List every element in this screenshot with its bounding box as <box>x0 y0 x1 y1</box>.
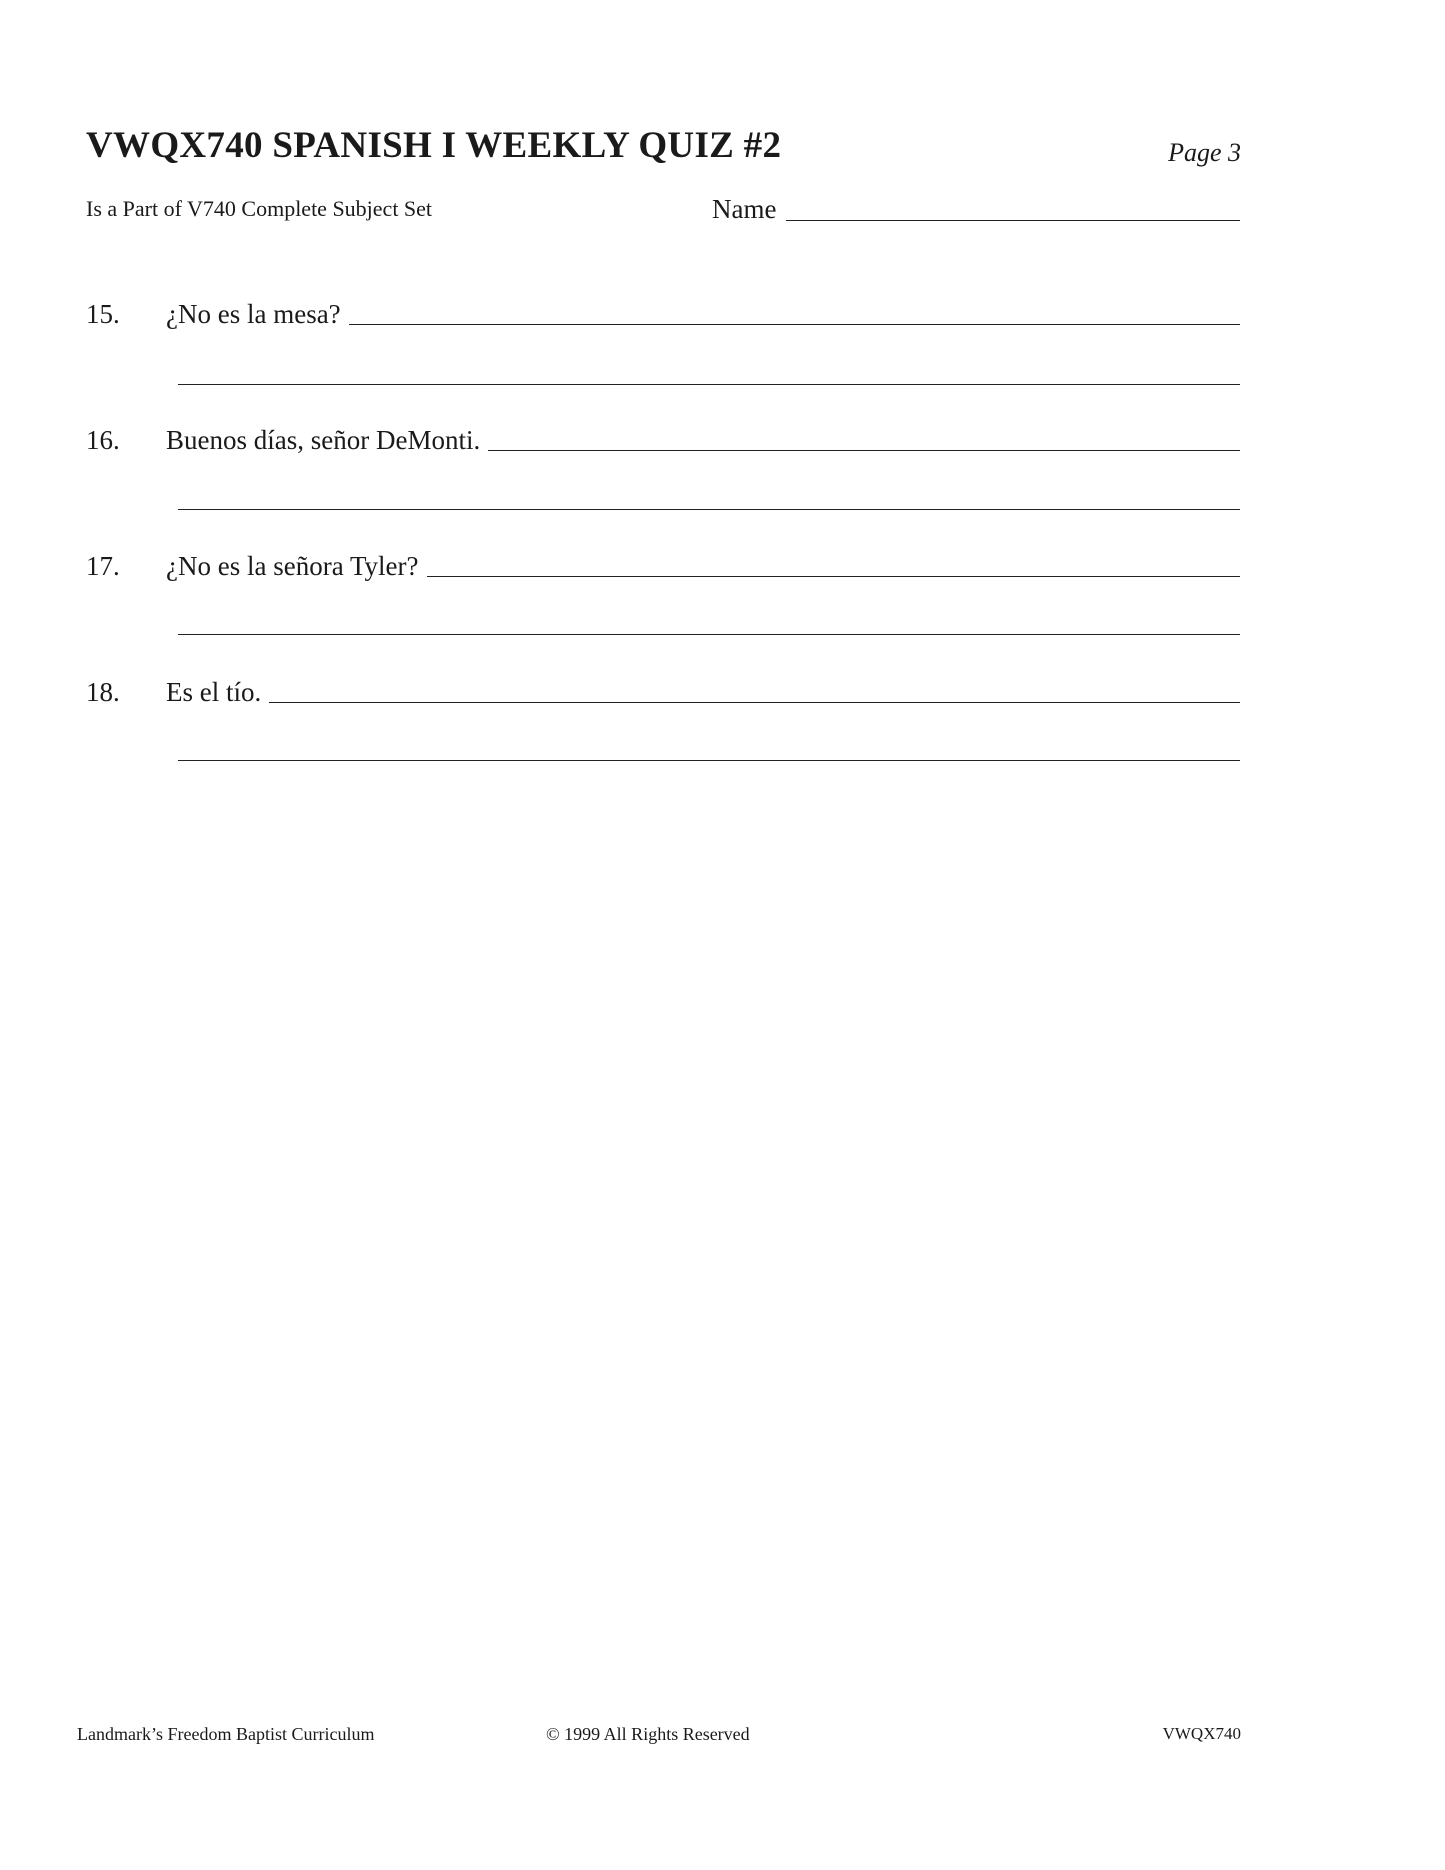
page-title: VWQX740 SPANISH I WEEKLY QUIZ #2 <box>86 125 782 166</box>
question-number: 16. <box>86 425 120 455</box>
answer-blank-line[interactable] <box>427 576 1240 577</box>
answer-line-18[interactable] <box>178 760 1240 761</box>
footer-code: VWQX740 <box>1162 1724 1241 1743</box>
answer-blank-line[interactable] <box>349 324 1240 325</box>
footer-copyright: © 1999 All Rights Reserved <box>546 1724 750 1744</box>
question-number: 15. <box>86 299 120 329</box>
name-field[interactable] <box>712 194 1240 225</box>
subject-set-note: Is a Part of V740 Complete Subject Set <box>86 196 433 221</box>
question-17 <box>86 542 1240 582</box>
question-number: 17. <box>86 551 120 581</box>
question-16 <box>86 416 1240 456</box>
question-text: ¿No es la mesa? <box>166 299 341 329</box>
answer-line-17[interactable] <box>178 634 1240 635</box>
question-text: Buenos días, señor DeMonti. <box>166 425 481 455</box>
footer-curriculum: Landmark’s Freedom Baptist Curriculum <box>77 1724 375 1744</box>
page-number: Page 3 <box>1168 138 1241 167</box>
answer-blank-line[interactable] <box>269 702 1240 703</box>
question-18 <box>86 668 1240 708</box>
question-text: ¿No es la señora Tyler? <box>166 551 419 581</box>
answer-line-15[interactable] <box>178 384 1240 385</box>
question-text: Es el tío. <box>166 677 262 707</box>
name-blank-line[interactable] <box>786 220 1240 221</box>
answer-line-16[interactable] <box>178 509 1240 510</box>
name-label: Name <box>712 194 777 224</box>
question-15 <box>86 290 1240 330</box>
answer-blank-line[interactable] <box>488 450 1240 451</box>
question-number: 18. <box>86 677 120 707</box>
